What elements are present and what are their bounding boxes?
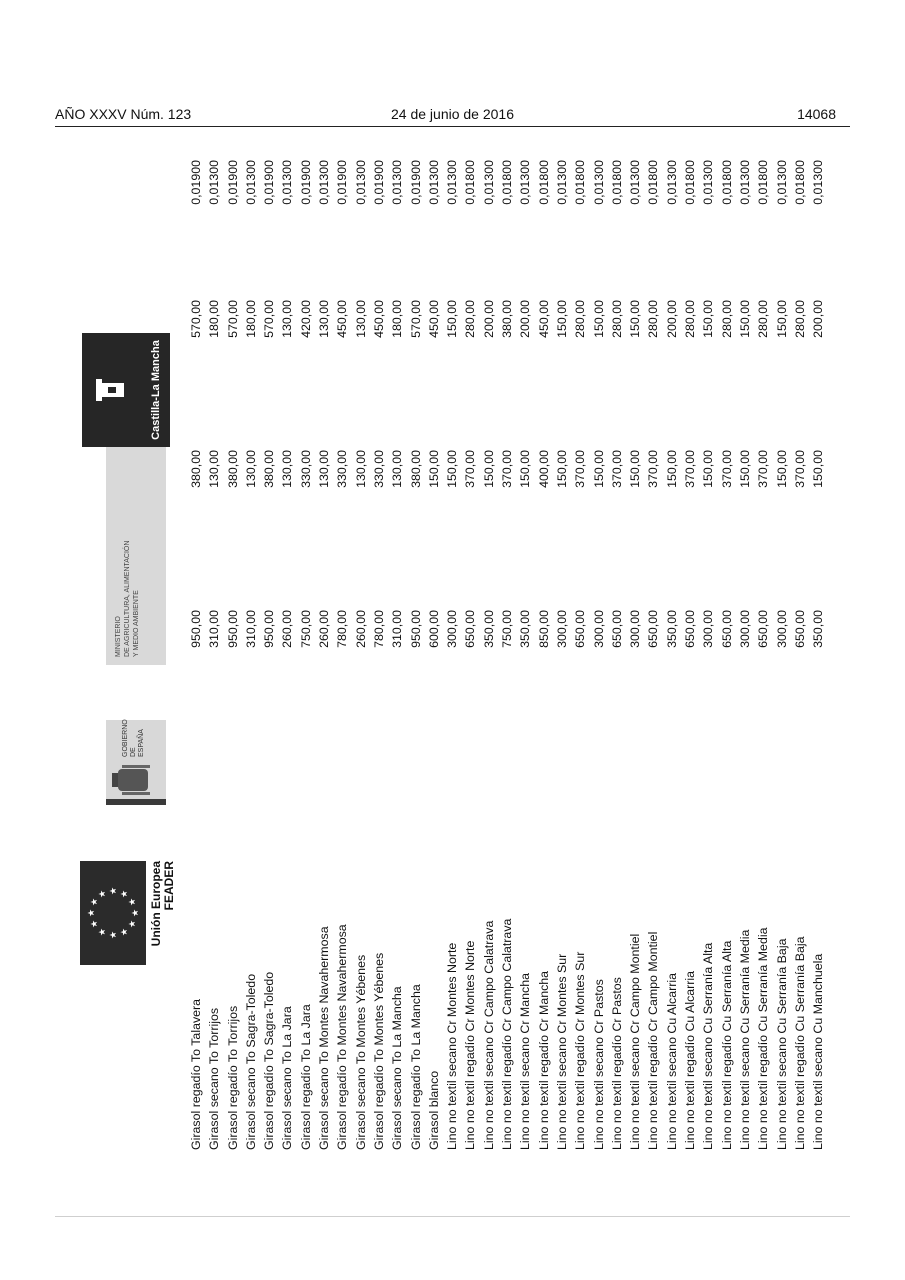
table-row: [206, 140, 224, 1150]
crop-name: Lino no textil regadío Cr Campo Montiel: [646, 931, 661, 1150]
gobierno-line2: DE ESPAÑA: [130, 729, 145, 757]
table-row: [389, 140, 407, 1150]
value-c: 130,00: [317, 300, 332, 338]
value-c: 150,00: [701, 300, 716, 338]
value-a: 650,00: [646, 610, 661, 648]
value-d: 0,01300: [774, 160, 789, 205]
value-b: 150,00: [554, 450, 569, 488]
value-b: 380,00: [262, 450, 277, 488]
value-c: 200,00: [518, 300, 533, 338]
value-b: 380,00: [189, 450, 203, 488]
crop-name: Lino no textil secano Cr Campo Calatrava: [481, 920, 496, 1150]
value-d: 0,01800: [719, 160, 734, 205]
table-row: [517, 140, 535, 1150]
value-b: 380,00: [225, 450, 240, 488]
table-row: [810, 140, 828, 1150]
value-b: 330,00: [298, 450, 313, 488]
value-a: 750,00: [500, 610, 515, 648]
svg-text:★: ★: [88, 897, 99, 907]
value-b: 130,00: [390, 450, 405, 488]
value-a: 260,00: [353, 610, 368, 648]
value-d: 0,01300: [701, 160, 716, 205]
crop-name: Lino no textil regadío Cu Serranía Alta: [719, 940, 734, 1150]
value-c: 380,00: [500, 300, 515, 338]
value-d: 0,01300: [664, 160, 679, 205]
crop-name: Girasol secano To La Jara: [280, 1006, 295, 1150]
value-c: 570,00: [262, 300, 277, 338]
value-b: 150,00: [628, 450, 643, 488]
value-c: 280,00: [719, 300, 734, 338]
value-c: 200,00: [811, 300, 826, 338]
crop-name: Lino no textil regadío Cr Montes Sur: [573, 951, 588, 1150]
value-b: 130,00: [353, 450, 368, 488]
eu-flag-logo: [80, 861, 146, 965]
value-d: 0,01900: [335, 160, 350, 205]
value-b: 400,00: [536, 450, 551, 488]
value-b: 330,00: [371, 450, 386, 488]
table-row: [664, 140, 682, 1150]
value-a: 650,00: [609, 610, 624, 648]
crop-name: Girasol secano To Montes Navahermosa: [317, 926, 332, 1150]
value-a: 350,00: [664, 610, 679, 648]
footer-rule: [55, 1216, 850, 1217]
table-row: [462, 140, 480, 1150]
castle-crest-icon: [82, 333, 142, 447]
value-b: 370,00: [719, 450, 734, 488]
crop-name: Girasol regadío To Sagra-Toledo: [262, 971, 277, 1150]
value-a: 950,00: [189, 610, 203, 648]
value-c: 200,00: [664, 300, 679, 338]
value-c: 420,00: [298, 300, 313, 338]
value-a: 650,00: [683, 610, 698, 648]
svg-text:★: ★: [119, 928, 129, 937]
value-a: 300,00: [554, 610, 569, 648]
value-c: 180,00: [207, 300, 222, 338]
value-b: 150,00: [518, 450, 533, 488]
page-header: [55, 104, 850, 127]
crop-name: Lino no textil secano Cr Montes Sur: [554, 953, 569, 1150]
crop-name: Girasol secano To Sagra-Toledo: [243, 973, 258, 1150]
value-c: 130,00: [280, 300, 295, 338]
value-a: 850,00: [536, 610, 551, 648]
crop-name: Lino no textil secano Cr Campo Montiel: [628, 933, 643, 1150]
value-b: 130,00: [280, 450, 295, 488]
value-d: 0,01300: [317, 160, 332, 205]
eu-name: Unión Europea: [149, 861, 163, 947]
feader-name: FEADER: [162, 861, 176, 911]
crop-name: Lino no textil regadío Cu Alcarria: [683, 970, 698, 1150]
value-d: 0,01900: [262, 160, 277, 205]
value-d: 0,01300: [518, 160, 533, 205]
value-b: 150,00: [481, 450, 496, 488]
table-row: [536, 140, 554, 1150]
table-row: [243, 140, 261, 1150]
value-c: 150,00: [774, 300, 789, 338]
svg-text:★: ★: [108, 886, 118, 896]
price-table: [188, 140, 828, 1150]
value-d: 0,01300: [737, 160, 752, 205]
value-c: 150,00: [445, 300, 460, 338]
svg-text:★: ★: [127, 919, 138, 929]
table-row: [298, 140, 316, 1150]
table-row: [444, 140, 462, 1150]
ministerio-line2: DE AGRICULTURA, ALIMENTACIÓN: [124, 540, 131, 657]
crop-name: Lino no textil secano Cu Manchuela: [811, 953, 826, 1150]
value-b: 370,00: [756, 450, 771, 488]
value-d: 0,01300: [207, 160, 222, 205]
value-a: 310,00: [390, 610, 405, 648]
crop-name: Girasol regadío To Talavera: [189, 998, 203, 1150]
value-a: 780,00: [335, 610, 350, 648]
value-a: 750,00: [298, 610, 313, 648]
value-c: 150,00: [554, 300, 569, 338]
value-d: 0,01900: [408, 160, 423, 205]
value-d: 0,01800: [646, 160, 661, 205]
value-d: 0,01900: [298, 160, 313, 205]
value-b: 150,00: [426, 450, 441, 488]
value-b: 130,00: [243, 450, 258, 488]
ministerio-line1: MINISTERIO: [115, 616, 122, 657]
value-b: 150,00: [591, 450, 606, 488]
value-a: 950,00: [408, 610, 423, 648]
crop-name: Girasol regadío To Montes Navahermosa: [335, 924, 350, 1150]
value-a: 300,00: [591, 610, 606, 648]
value-c: 180,00: [243, 300, 258, 338]
value-d: 0,01800: [792, 160, 807, 205]
value-a: 300,00: [774, 610, 789, 648]
value-a: 780,00: [371, 610, 386, 648]
table-row: [792, 140, 810, 1150]
value-a: 310,00: [243, 610, 258, 648]
svg-text:★: ★: [127, 897, 138, 907]
svg-text:★: ★: [130, 908, 140, 918]
crop-name: Lino no textil secano Cr Pastos: [591, 979, 606, 1150]
table-row: [408, 140, 426, 1150]
table-row: [188, 140, 206, 1150]
svg-text:★: ★: [108, 930, 118, 940]
value-d: 0,01800: [683, 160, 698, 205]
value-c: 570,00: [408, 300, 423, 338]
value-b: 150,00: [664, 450, 679, 488]
eu-stars-icon: [80, 861, 146, 965]
value-d: 0,01800: [756, 160, 771, 205]
publication-date: 24 de junio de 2016: [391, 106, 514, 122]
value-d: 0,01300: [426, 160, 441, 205]
crop-name: Lino no textil regadío Cr Mancha: [536, 970, 551, 1150]
crop-name: Lino no textil regadío Cr Montes Norte: [463, 940, 478, 1150]
value-d: 0,01300: [353, 160, 368, 205]
value-d: 0,01900: [189, 160, 203, 205]
value-d: 0,01300: [243, 160, 258, 205]
crop-name: Lino no textil secano Cu Alcarria: [664, 972, 679, 1150]
value-d: 0,01800: [609, 160, 624, 205]
value-c: 280,00: [573, 300, 588, 338]
value-c: 570,00: [225, 300, 240, 338]
value-d: 0,01800: [573, 160, 588, 205]
table-row: [316, 140, 334, 1150]
value-a: 300,00: [701, 610, 716, 648]
ministerio-text: [114, 541, 141, 657]
eu-logo-text: [150, 861, 176, 965]
value-d: 0,01300: [554, 160, 569, 205]
svg-text:★: ★: [88, 919, 99, 929]
value-c: 450,00: [426, 300, 441, 338]
crop-name: Lino no textil regadío Cr Pastos: [609, 977, 624, 1150]
value-b: 370,00: [646, 450, 661, 488]
gobierno-line1: GOBIERNO: [122, 719, 129, 757]
value-c: 280,00: [683, 300, 698, 338]
table-row: [261, 140, 279, 1150]
crop-name: Girasol secano To Torrijos: [207, 1007, 222, 1150]
value-a: 950,00: [262, 610, 277, 648]
value-b: 370,00: [500, 450, 515, 488]
value-a: 260,00: [280, 610, 295, 648]
spain-coat-of-arms-icon: [106, 720, 166, 805]
table-row: [371, 140, 389, 1150]
value-a: 300,00: [445, 610, 460, 648]
value-b: 370,00: [609, 450, 624, 488]
value-d: 0,01900: [225, 160, 240, 205]
table-row: [279, 140, 297, 1150]
value-b: 130,00: [207, 450, 222, 488]
value-c: 450,00: [536, 300, 551, 338]
value-b: 150,00: [811, 450, 826, 488]
value-a: 350,00: [518, 610, 533, 648]
value-c: 150,00: [628, 300, 643, 338]
crop-name: Girasol blanco: [426, 1070, 441, 1150]
table-row: [225, 140, 243, 1150]
value-b: 370,00: [463, 450, 478, 488]
svg-text:★: ★: [97, 928, 107, 937]
value-d: 0,01300: [481, 160, 496, 205]
table-row: [682, 140, 700, 1150]
value-d: 0,01800: [500, 160, 515, 205]
value-b: 370,00: [792, 450, 807, 488]
crop-name: Lino no textil secano Cr Mancha: [518, 972, 533, 1150]
value-a: 260,00: [317, 610, 332, 648]
value-c: 570,00: [189, 300, 203, 338]
value-c: 450,00: [335, 300, 350, 338]
value-b: 380,00: [408, 450, 423, 488]
table-row: [737, 140, 755, 1150]
value-c: 150,00: [591, 300, 606, 338]
svg-text:★: ★: [119, 889, 129, 898]
value-d: 0,01300: [811, 160, 826, 205]
table-row: [572, 140, 590, 1150]
value-d: 0,01300: [628, 160, 643, 205]
table-row: [481, 140, 499, 1150]
value-a: 350,00: [811, 610, 826, 648]
value-c: 150,00: [737, 300, 752, 338]
value-b: 150,00: [445, 450, 460, 488]
crop-name: Lino no textil regadío Cr Campo Calatrava: [500, 918, 515, 1150]
crop-name: Girasol secano To La Mancha: [390, 986, 405, 1150]
value-a: 650,00: [463, 610, 478, 648]
value-d: 0,01300: [280, 160, 295, 205]
crop-name: Lino no textil secano Cu Serranía Baja: [774, 938, 789, 1150]
value-d: 0,01900: [371, 160, 386, 205]
value-b: 150,00: [701, 450, 716, 488]
table-row: [499, 140, 517, 1150]
table-row: [700, 140, 718, 1150]
value-a: 300,00: [628, 610, 643, 648]
value-a: 350,00: [481, 610, 496, 648]
svg-text:★: ★: [97, 889, 107, 898]
table-row: [426, 140, 444, 1150]
table-row: [627, 140, 645, 1150]
castilla-la-mancha-logo: [82, 333, 170, 447]
value-b: 330,00: [335, 450, 350, 488]
value-c: 200,00: [481, 300, 496, 338]
table-row: [645, 140, 663, 1150]
value-c: 130,00: [353, 300, 368, 338]
value-c: 280,00: [756, 300, 771, 338]
value-a: 650,00: [719, 610, 734, 648]
value-c: 280,00: [609, 300, 624, 338]
crop-name: Girasol regadío To Torrijos: [225, 1005, 240, 1150]
value-c: 180,00: [390, 300, 405, 338]
value-c: 280,00: [463, 300, 478, 338]
table-row: [774, 140, 792, 1150]
rotated-landscape-page: [80, 140, 840, 1150]
gobierno-text: [122, 719, 146, 757]
value-d: 0,01300: [591, 160, 606, 205]
table-row: [719, 140, 737, 1150]
value-c: 280,00: [792, 300, 807, 338]
value-d: 0,01300: [445, 160, 460, 205]
issue-number: AÑO XXXV Núm. 123: [55, 106, 192, 122]
table-row: [554, 140, 572, 1150]
value-b: 370,00: [683, 450, 698, 488]
region-name: Castilla-La Mancha: [150, 340, 162, 440]
crop-name: Lino no textil regadío Cu Serranía Baja: [792, 936, 807, 1150]
value-c: 450,00: [371, 300, 386, 338]
crop-name: Girasol regadío To La Mancha: [408, 984, 423, 1150]
value-a: 650,00: [756, 610, 771, 648]
table-row: [755, 140, 773, 1150]
crop-name: Girasol regadío To La Jara: [298, 1004, 313, 1150]
page-number: 14068: [797, 106, 836, 122]
value-d: 0,01800: [463, 160, 478, 205]
crop-name: Girasol secano To Montes Yébenes: [353, 954, 368, 1150]
value-b: 130,00: [317, 450, 332, 488]
value-b: 150,00: [737, 450, 752, 488]
crop-name: Lino no textil regadío Cu Serranía Media: [756, 927, 771, 1150]
table-row: [334, 140, 352, 1150]
svg-text:★: ★: [86, 908, 96, 918]
value-b: 150,00: [774, 450, 789, 488]
table-row: [353, 140, 371, 1150]
crop-name: Girasol regadío To Montes Yébenes: [371, 952, 386, 1150]
value-a: 600,00: [426, 610, 441, 648]
crop-name: Lino no textil secano Cr Montes Norte: [445, 942, 460, 1150]
value-a: 950,00: [225, 610, 240, 648]
crop-name: Lino no textil secano Cu Serranía Media: [737, 929, 752, 1150]
table-row: [609, 140, 627, 1150]
ministerio-line3: Y MEDIO AMBIENTE: [133, 590, 140, 657]
table-row: [591, 140, 609, 1150]
flag-stripe: [106, 799, 166, 805]
crop-name: Lino no textil secano Cu Serranía Alta: [701, 942, 716, 1150]
value-a: 650,00: [792, 610, 807, 648]
value-d: 0,01800: [536, 160, 551, 205]
value-a: 650,00: [573, 610, 588, 648]
value-a: 310,00: [207, 610, 222, 648]
value-d: 0,01300: [390, 160, 405, 205]
value-b: 370,00: [573, 450, 588, 488]
value-a: 300,00: [737, 610, 752, 648]
value-c: 280,00: [646, 300, 661, 338]
